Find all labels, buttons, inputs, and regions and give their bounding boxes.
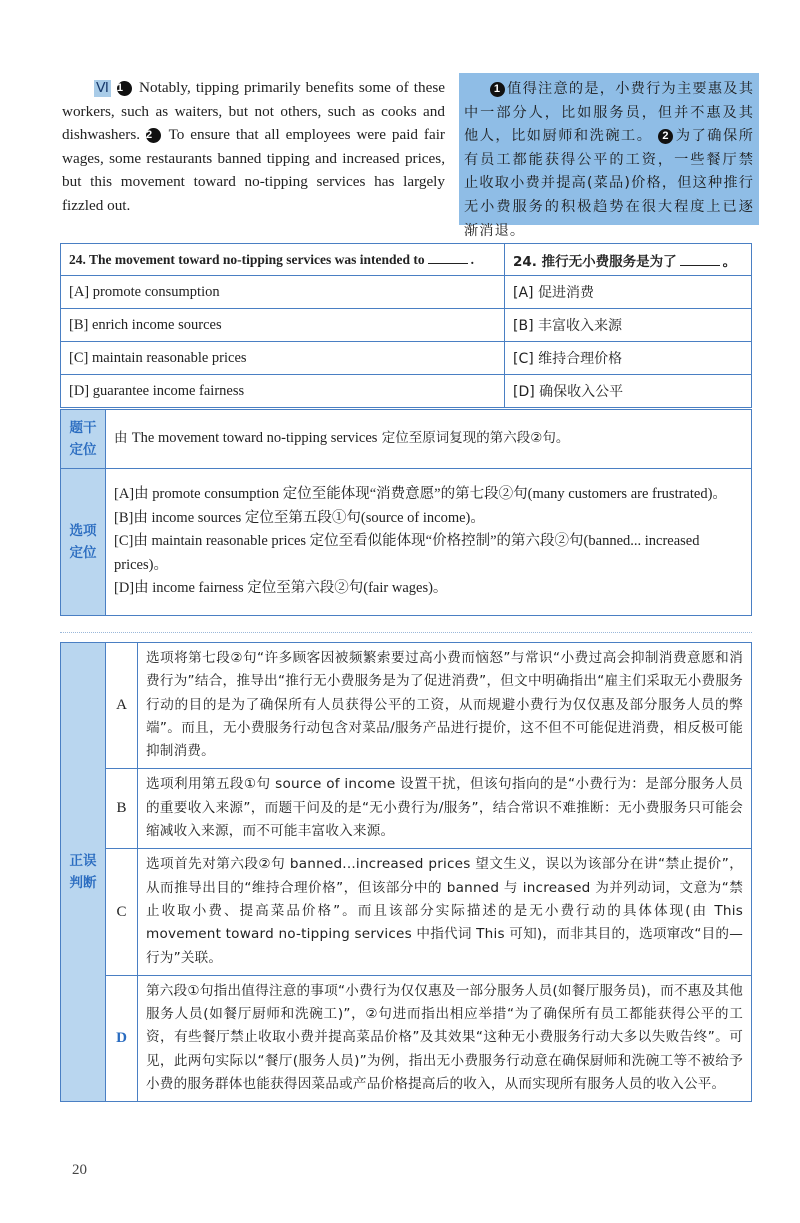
passage-english — [62, 76, 445, 217]
option-locating-a: [A]由 promote consumption 定位至能体现“消费意愿”的第七段②句(many customers are frustrated)。 — [114, 486, 727, 503]
option-a-en: [A] promote consumption — [61, 276, 505, 309]
judgement-row-d — [61, 975, 752, 1101]
option-row-c — [61, 342, 752, 375]
passage-section — [62, 76, 766, 239]
judgement-text-a: 选项将第七段②句“许多顾客因被频繁索要过高小费而恼怒”与常识“小费过高会抑制消费意愿和消费行为”结合，推导出“推行无小费服务是为了促进消费”，但文中明确指出“雇主们采取无小费服务行动的目的是为了确保所有人员获得公平的工资，从而规避小费行为仅仅惠及部分服务人员的弊端”。而且，无小费服务行动包含对菜品/服务产品进行提价，这不但不可能促进消费，相反极可能抑制消费。 — [138, 643, 752, 769]
stem-locating-text: 由 The movement toward no-tipping services 定位至原词复现的第六段②句。 — [106, 410, 752, 469]
option-a-zh: [A] 促进消费 — [505, 276, 752, 309]
english-sentence-1: Notably, tipping primarily benefits some of these workers, such as waiters, but not others, such as cooks and dishwashers. — [62, 79, 446, 143]
sentence-marker-2-icon: 2 — [658, 129, 673, 144]
question-stem-en: 24. The movement toward no-tipping services was intended to . — [61, 244, 505, 276]
stem-locating-label: 题干 定位 — [61, 410, 106, 469]
judgement-text-c: 选项首先对第六段②句 banned...increased prices 望文生义，误以为该部分在讲“禁止提价”，从而推导出目的“维持合理价格”，但该部分中的 banned 与 increased 为并列动词，文意为“禁止收取小费、提高菜品价格”。而且该部分实际描述的是无小费行动的具体体现(由 This movement toward no-tipping services 中指代词 This 可知)，而非其目的，选项窜改“目的—行为”关联。 — [138, 849, 752, 975]
section-divider — [60, 632, 752, 633]
question-table — [60, 243, 752, 408]
english-sentence-2: To ensure that all employees were paid fair wages, some restaurants banned tipping and increased prices, but this movement toward no-tipping services has largely fizzled out. — [62, 126, 445, 214]
answer-blank — [428, 263, 468, 264]
option-row-b — [61, 309, 752, 342]
passage-chinese-translation — [459, 73, 759, 239]
judgement-option-c: C — [106, 849, 138, 975]
judgement-option-d-correct: D — [106, 975, 138, 1101]
answer-blank — [680, 265, 720, 266]
option-locating-b: [B]由 income sources 定位至第五段①句(source of income)。 — [114, 509, 485, 526]
judgement-row-b — [61, 769, 752, 849]
locating-table — [60, 409, 752, 616]
option-d-zh: [D] 确保收入公平 — [505, 375, 752, 408]
option-d-en: [D] guarantee income fairness — [61, 375, 505, 408]
option-c-zh: [C] 维持合理价格 — [505, 342, 752, 375]
judgement-text-d: 第六段①句指出值得注意的事项“小费行为仅仅惠及一部分服务人员(如餐厅服务员)，而不惠及其他服务人员(如餐厅厨师和洗碗工)”，②句进而指出相应举措“为了确保所有员工都能获得公平的工资，有些餐厅禁止收取小费并提高菜品价格”及其效果“这种无小费服务行动大多以失败告终”。可见，此两句实际以“餐厅(服务人员)”为例，指出无小费服务行动意在确保厨师和洗碗工等不被给予小费的服务群体也能获得因菜品或产品价格提高后的收入，从而实现所有服务人员的收入公平。 — [138, 975, 752, 1101]
option-locating-d: [D]由 income fairness 定位至第六段②句(fair wages)。 — [114, 580, 448, 597]
judgement-option-a: A — [106, 643, 138, 769]
judgement-text-b: 选项利用第五段①句 source of income 设置干扰，但该句指向的是“小费行为：是部分服务人员的重要收入来源”，而题干问及的是“无小费行为/服务”，结合常识不难推断：无小费服务只可能会缩减收入来源，而不可能丰富收入来源。 — [138, 769, 752, 849]
stem-locating-row — [61, 410, 752, 469]
question-stem-zh: 24. 推行无小费服务是为了 。 — [505, 244, 752, 276]
sentence-marker-2-icon: 2 — [146, 128, 161, 143]
paragraph-number-badge: Ⅵ — [96, 81, 109, 96]
judgement-row-c — [61, 849, 752, 975]
option-b-zh: [B] 丰富收入来源 — [505, 309, 752, 342]
option-row-a — [61, 276, 752, 309]
options-locating-text — [106, 469, 752, 616]
option-c-en: [C] maintain reasonable prices — [61, 342, 505, 375]
page-number: 20 — [72, 1162, 87, 1178]
judgement-table — [60, 642, 752, 1102]
judgement-label: 正误 判断 — [61, 643, 106, 1102]
option-row-d — [61, 375, 752, 408]
sentence-marker-1-icon: 1 — [117, 81, 132, 96]
option-locating-c: [C]由 maintain reasonable prices 定位至看似能体现“价格控制”的第六段②句(banned... increased prices)。 — [114, 533, 700, 573]
question-stem-row — [61, 244, 752, 276]
chinese-sentence-2: 为了确保所有员工都能获得公平的工资，一些餐厅禁止收取小费并提高(菜品)价格，但这种推行无小费服务的积极趋势在很大程度上已逐渐消退。 — [464, 128, 754, 239]
options-locating-row — [61, 469, 752, 616]
judgement-option-b: B — [106, 769, 138, 849]
option-b-en: [B] enrich income sources — [61, 309, 505, 342]
judgement-row-a — [61, 643, 752, 769]
sentence-marker-1-icon: 1 — [490, 82, 505, 97]
options-locating-label: 选项 定位 — [61, 469, 106, 616]
chinese-sentence-1: 值得注意的是，小费行为主要惠及其中一部分人，比如服务员，但并不惠及其他人，比如厨师和洗碗工。 — [464, 81, 754, 145]
